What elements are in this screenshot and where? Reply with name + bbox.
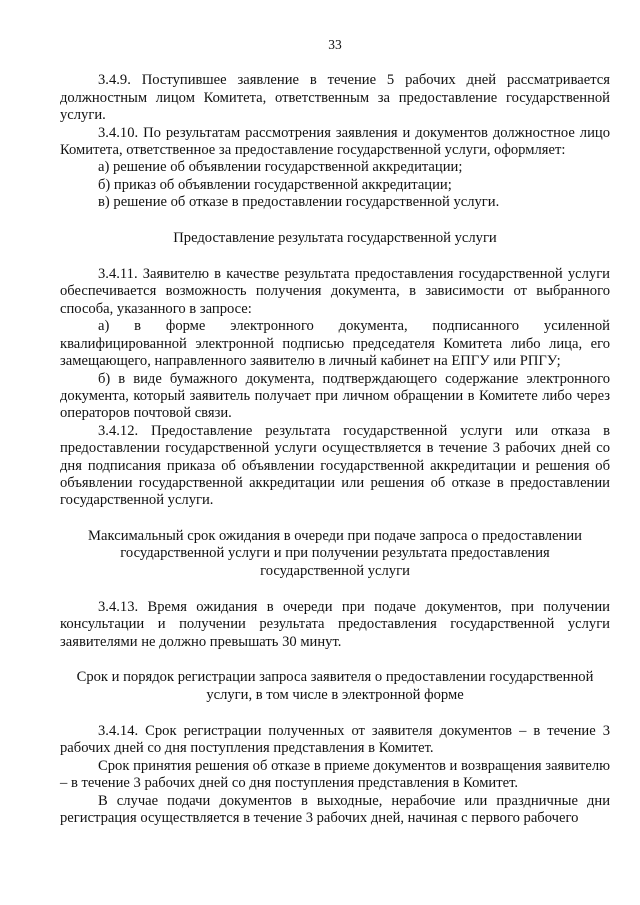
- section-heading-registration: Срок и порядок регистрации запроса заявителя о предоставлении государственной услуги, в том числе в электронной форме: [76, 669, 594, 703]
- paragraph-3-4-13: 3.4.13. Время ожидания в очереди при подаче документов, при получении консультации и получении результата предоставления государственной услуги заявителями не должно превышать 30 минут.: [60, 598, 610, 650]
- paragraph-3-4-11-a: а) в форме электронного документа, подписанного усиленной квалифицированной электронной подписью председателя Комитета либо лица, его замещающего, направленного заявителю в личный кабинет на ЕПГУ или РПГУ;: [60, 318, 610, 370]
- paragraph-3-4-10: 3.4.10. По результатам рассмотрения заявления и документов должностное лицо Комитета, ответственное за предоставление государственной услуги, оформляет:: [60, 124, 610, 159]
- page-number: 33: [328, 37, 342, 52]
- list-item-v: в) решение об отказе в предоставлении государственной услуги.: [98, 194, 500, 211]
- paragraph-refusal-term: Срок принятия решения об отказе в приеме документов и возвращения заявителю – в течение 3 рабочих дней со дня поступления представления в Комитет.: [60, 757, 610, 792]
- paragraph-3-4-9: 3.4.9. Поступившее заявление в течение 5 рабочих дней рассматривается должностным лицом Комитета, ответственным за предоставление государственной услуги.: [60, 72, 610, 124]
- paragraph-3-4-12: 3.4.12. Предоставление результата государственной услуги или отказа в предоставлении государственной услуги осуществляется в течение 3 рабочих дней со дня подписания приказа об объявлении государственной аккредитации и решения об объявлении государственной аккредитации или решения об отказе в предоставлении государственной услуги.: [60, 422, 610, 509]
- paragraph-3-4-11-b: б) в виде бумажного документа, подтверждающего содержание электронного документа, который заявитель получает при личном обращении в Комитете либо через операторов почтовой связи.: [60, 370, 610, 422]
- list-item-a: а) решение об объявлении государственной аккредитации;: [98, 159, 463, 176]
- section-heading-queue-time: Максимальный срок ожидания в очереди при подаче запроса о предоставлении государственной услуги и при получении результата предоставления государственной услуги: [88, 527, 582, 579]
- paragraph-3-4-14: 3.4.14. Срок регистрации полученных от заявителя документов – в течение 3 рабочих дней со дня поступления представления в Комитет.: [60, 723, 610, 757]
- paragraph-3-4-11: 3.4.11. Заявителю в качестве результата предоставления государственной услуги обеспечивается возможность получения документа, в зависимости от выбранного способа, указанного в запросе:: [60, 266, 610, 317]
- list-item-b: б) приказ об объявлении государственной аккредитации;: [98, 176, 452, 193]
- section-heading-result: Предоставление результата государственной услуги: [173, 229, 497, 246]
- paragraph-weekend-submission: В случае подачи документов в выходные, нерабочие или праздничные дни регистрация осуществляется в течение 3 рабочих дней, начиная с первого рабочего: [60, 792, 610, 827]
